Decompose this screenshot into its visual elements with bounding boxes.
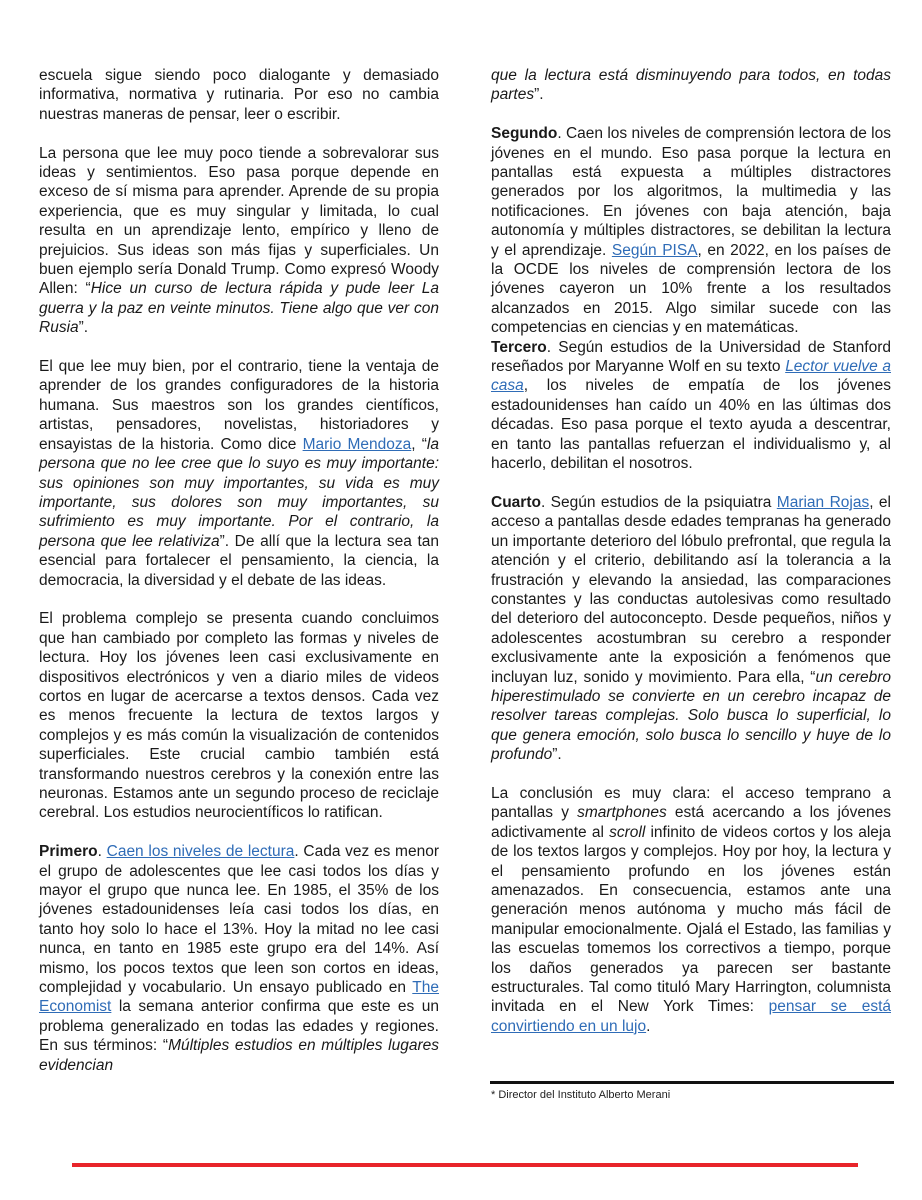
right-column	[491, 66, 891, 1036]
paragraph-text: , el acceso a pantallas desde edades tempranas ha generado un importante deterioro del lóbulo prefrontal, que regula la atención y el criterio, debilitando así la tolerancia a la frustración y elevando la ansiedad, las comparaciones constantes y las conductas autolesivas como resultado del deterioro del autoconcepto. Desde pequeños, niños y adolescentes acostumbran su cerebro a responder exclusivamente ante la exposición a fenómenos que incluyan luz, sonido y movimiento. Para ella, “	[491, 493, 891, 686]
section-heading: Segundo	[491, 125, 558, 143]
paragraph	[491, 338, 891, 474]
paragraph-text: El problema complejo se presenta cuando concluimos que han cambiado por completo las formas y niveles de lectura. Hoy los jóvenes leen casi exclusivamente en dispositivos electrónicos y ven a diario miles de videos cortos en lugar de acercarse a textos densos. Cada vez es menos frecuente la lectura de textos largos y complejos y es más común la visualización de contenidos superficiales. Este crucial cambio también está transformando nuestros cerebros y la conexión entre las neuronas. Estamos ante un segundo proceso de reciclaje cerebral. Los estudios neurocientíficos lo ratifican.	[39, 610, 439, 822]
paragraph-text: . Cada vez es menor el grupo de adolescentes que lee casi todos los días y mayor el grupo que nunca lee. En 1985, el 35% de los jóvenes estadounidenses leía casi todos los días, en tanto hoy solo lo hace el 13%. Hoy la mitad no lee casi nunca, en tanto en 1985 este grupo era del 14%. Así mismo, los pocos textos que leen son cortos en ideas, complejidad y vocabulario. Un ensayo publicado en	[39, 843, 439, 997]
quote-text: Hice un curso de lectura rápida y pude leer La guerra y la paz en veinte minutos. Tiene algo que ver con Rusia	[39, 280, 439, 337]
paragraph-text: , los niveles de empatía de los jóvenes estadounidenses han caído un 40% en las últimas dos décadas. Eso pasa porque el texto ayuda a descentrar, en tanto las pantallas refuerzan el individualismo y, al hacerlo, debilitan el nosotros.	[491, 377, 891, 473]
paragraph-text: ”.	[534, 86, 544, 104]
paragraph-text: . Según estudios de la psiquiatra	[540, 493, 777, 511]
quote-text: un cerebro hiperestimulado se convierte en un cerebro incapaz de resolver tareas complejas. Solo busca lo superficial, lo que genera emoción, solo busca lo sencillo y huye de lo profundo	[491, 668, 892, 764]
paragraph-text: .	[97, 843, 107, 861]
paragraph-text: la semana anterior confirma que este es un problema generalizado en todas las edades y regiones. En sus términos: “	[39, 998, 439, 1055]
quote-text: que la lectura está disminuyendo para todos, en todas partes	[491, 67, 891, 104]
quote-text: Múltiples estudios en múltiples lugares evidencian	[39, 1037, 439, 1074]
paragraph	[491, 124, 891, 337]
paragraph	[491, 493, 891, 765]
paragraph	[39, 144, 439, 338]
paragraph	[491, 66, 891, 105]
paragraph-text: . Caen los niveles de comprensión lectora de los jóvenes en el mundo. Eso pasa porque la lectura en pantallas está expuesta a múltiples distractores generados por los algoritmos, la multimedia y las notificaciones. En jóvenes con baja atención, baja autonomía y múltiples distractores, se debilitan la lectura y el aprendizaje.	[491, 125, 891, 259]
section-heading: Cuarto	[491, 493, 541, 511]
paragraph-text: La conclusión es muy clara: el acceso temprano a pantallas y	[491, 784, 891, 822]
section-heading: Primero	[39, 843, 98, 861]
italic-term: smartphones	[577, 804, 667, 822]
link-pensar-lujo[interactable]: pensar se está convirtiendo en un lujo	[491, 998, 891, 1035]
section-heading: Tercero	[491, 338, 547, 356]
paragraph	[39, 609, 439, 822]
paragraph-text: .	[646, 1017, 651, 1035]
paragraph	[39, 66, 439, 124]
paragraph-text: ”.	[552, 746, 562, 764]
paragraph	[39, 357, 439, 590]
paragraph	[491, 784, 891, 1036]
paragraph-text: está acercando a los jóvenes adictivamente al	[491, 804, 891, 841]
paragraph-text: , en 2022, en los países de la OCDE los niveles de comprensión lectora de los jóvenes cayeron un 10% frente a los resultados alcanzados en 2015. Algo similar sucede con las competencias en ciencias y en matemáticas.	[491, 241, 891, 337]
paragraph-text: escuela sigue siendo poco dialogante y demasiado informativa, normativa y rutinaria. Por eso no cambia nuestras maneras de pensar, leer o escribir.	[39, 67, 439, 123]
link-caen-niveles-lectura[interactable]: Caen los niveles de lectura	[106, 843, 295, 861]
paragraph-text: infinito de videos cortos y los aleja de los textos largos y complejos. Hoy por hoy, la lectura y el pensamiento profundo en los jóvenes están amenazados. En consecuencia, estamos ante una generación menos autónoma y mucho más fácil de manipular emocionalmente. Ojalá el Estado, las familias y las escuelas tomemos los correctivos a tiempo, porque los daños generados ya parecen ser bastante estructurales. Tal como tituló Mary Harrington, columnista invitada en el New York Times:	[491, 823, 891, 1016]
footnote-divider	[490, 1081, 894, 1084]
paragraph	[39, 842, 439, 1075]
link-mario-mendoza[interactable]: Mario Mendoza	[302, 435, 412, 453]
left-column	[39, 66, 439, 1075]
paragraph-text: ”. De allí que la lectura sea tan esencial para fortalecer el pensamiento, la ciencia, la democracia, la diversidad y el debate de las ideas.	[39, 532, 439, 589]
paragraph-text: . Según estudios de la Universidad de Stanford reseñados por Maryanne Wolf en su texto	[491, 338, 891, 376]
paragraph-text: El que lee muy bien, por el contrario, tiene la ventaja de aprender de los grandes configuradores de la historia humana. Sus maestros son los grandes científicos, artistas, pensadores, novelistas, historiadores y ensayistas de la historia. Como dice	[39, 358, 439, 453]
footnote: * Director del Instituto Alberto Merani	[491, 1089, 671, 1101]
link-the-economist[interactable]: The Economist	[39, 979, 439, 1016]
paragraph-text: La persona que lee muy poco tiende a sobrevalorar sus ideas y sentimientos. Eso pasa porque depende en exceso de sí misma para aprender. Aprende de su propia experiencia, que es muy singular y limitada, lo cual resulta en un aprendizaje lento, empírico y lleno de prejuicios. Sus ideas son más fijas y superficiales. Un buen ejemplo sería Donald Trump. Como expresó Woody Allen: “	[39, 144, 439, 298]
paragraph-text: ”.	[78, 319, 89, 337]
quote-text: la persona que no lee cree que lo suyo es muy importante: sus opiniones son muy importantes, su vida es muy importante, sus dolores son muy importantes, su sufrimiento es muy importante. Por el contrario, la persona que lee relativiza	[39, 435, 439, 550]
italic-term: scroll	[609, 823, 646, 841]
link-segun-pisa[interactable]: Según PISA	[611, 241, 698, 259]
paragraph-text: , “	[411, 435, 427, 453]
link-marian-rojas[interactable]: Marian Rojas	[776, 493, 870, 511]
link-lector-vuelve-a-casa[interactable]: Lector vuelve a casa	[491, 358, 891, 395]
footer-red-bar	[72, 1163, 858, 1167]
